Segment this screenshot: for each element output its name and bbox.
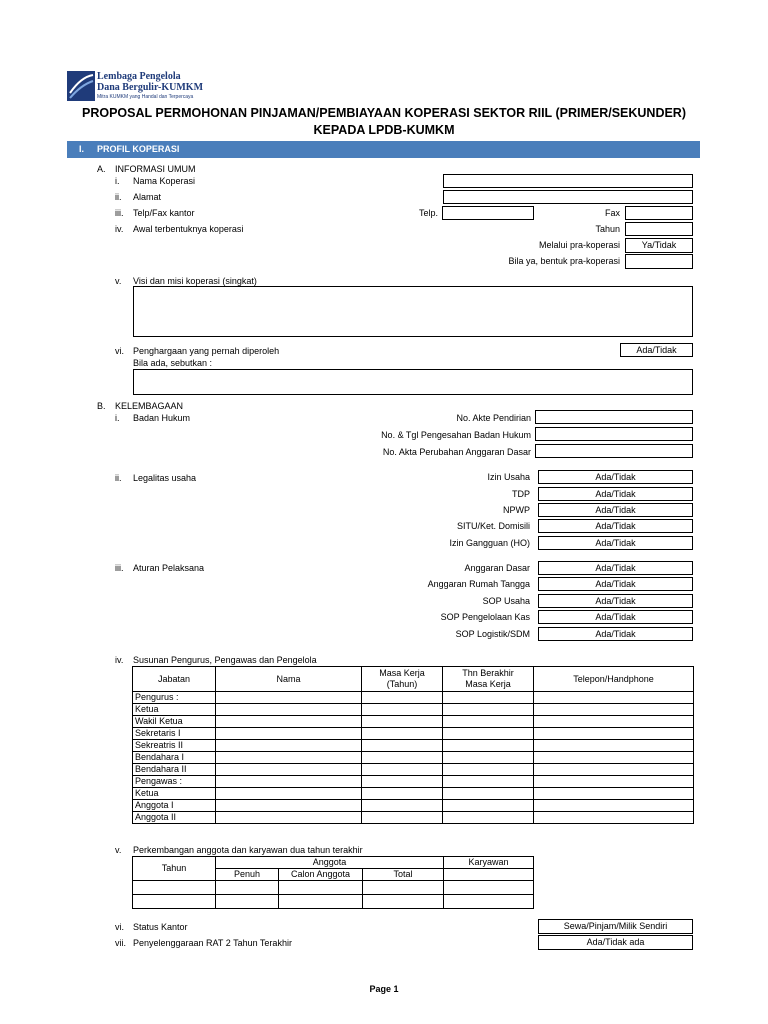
jabatan-cell: Anggota I [133, 800, 216, 812]
section-bar [67, 141, 700, 158]
item-num: i. [115, 413, 120, 423]
penghargaan-select[interactable]: Ada/Tidak [620, 343, 693, 357]
table-cell[interactable] [534, 752, 694, 764]
table-cell[interactable] [216, 895, 279, 909]
pra-koperasi-label: Melalui pra-koperasi [538, 240, 620, 250]
table-cell[interactable] [444, 895, 534, 909]
table-cell[interactable] [362, 728, 443, 740]
item-num: vi. [115, 922, 124, 932]
legalitas-usaha-label: Legalitas usaha [133, 473, 197, 483]
col-anggota: Anggota [216, 857, 444, 869]
table-cell[interactable] [216, 776, 362, 788]
col-masa-kerja-line1: Masa Kerja [379, 668, 425, 678]
akte-pendirian-field[interactable] [535, 410, 693, 424]
col-total: Total [363, 869, 444, 881]
table-cell[interactable] [443, 776, 534, 788]
visi-misi-label: Visi dan misi koperasi (singkat) [133, 276, 257, 286]
table-cell[interactable] [216, 728, 362, 740]
table-cell[interactable] [443, 716, 534, 728]
akta-perubahan-label: No. Akta Perubahan Anggaran Dasar [382, 447, 531, 457]
table-cell[interactable] [362, 716, 443, 728]
item-num: iv. [115, 224, 124, 234]
item-num: v. [115, 845, 122, 855]
table-cell[interactable] [443, 704, 534, 716]
jabatan-cell: Sekreatris II [133, 740, 216, 752]
section-title: PROFIL KOPERASI [97, 144, 180, 154]
visi-misi-field[interactable] [133, 286, 693, 337]
anggaran-dasar-select[interactable]: Ada/Tidak [538, 561, 693, 575]
table-cell[interactable] [534, 716, 694, 728]
jabatan-cell: Bendahara I [133, 752, 216, 764]
table-cell[interactable] [279, 895, 363, 909]
logo-line3: Mitra KUMKM yang Handal dan Terpercaya [97, 94, 194, 100]
jabatan-cell: Sekretaris I [133, 728, 216, 740]
table-cell[interactable] [443, 740, 534, 752]
table-cell[interactable] [362, 812, 443, 824]
logo-line1: Lembaga Pengelola [97, 71, 181, 82]
table-header-row [133, 667, 694, 692]
table-row [133, 704, 694, 716]
table-cell[interactable] [443, 788, 534, 800]
table-row [133, 788, 694, 800]
table-cell[interactable] [363, 881, 444, 895]
pengesahan-label: No. & Tgl Pengesahan Badan Hukum [381, 430, 531, 440]
alamat-field[interactable] [443, 190, 693, 204]
table-cell[interactable] [279, 881, 363, 895]
item-num: i. [115, 176, 120, 186]
table-cell[interactable] [216, 812, 362, 824]
col-thn-berakhir-line1: Thn Berakhir [462, 668, 514, 678]
col-calon-anggota: Calon Anggota [279, 869, 363, 881]
nama-koperasi-label: Nama Koperasi [133, 176, 196, 186]
sop-usaha-label: SOP Usaha [482, 596, 530, 606]
perkembangan-label: Perkembangan anggota dan karyawan dua tahun terakhir [133, 845, 363, 855]
logo-emblem-icon [67, 71, 95, 101]
item-num: iii. [115, 208, 124, 218]
section-a-heading: INFORMASI UMUM [115, 164, 196, 174]
npwp-label: NPWP [503, 505, 530, 515]
table-cell[interactable] [216, 800, 362, 812]
col-telepon: Telepon/Handphone [534, 667, 694, 692]
anggaran-dasar-label: Anggaran Dasar [464, 563, 530, 573]
penghargaan-label: Penghargaan yang pernah diperoleh [133, 346, 280, 356]
section-number: I. [79, 144, 85, 154]
table-cell[interactable] [362, 740, 443, 752]
telp-fax-label: Telp/Fax kantor [133, 208, 195, 218]
aturan-pelaksana-label: Aturan Pelaksana [133, 563, 205, 573]
fax-label: Fax [604, 208, 620, 218]
table-cell[interactable] [534, 776, 694, 788]
table-cell[interactable] [362, 764, 443, 776]
item-num: v. [115, 276, 122, 286]
table-cell[interactable] [216, 788, 362, 800]
jabatan-cell: Ketua [133, 704, 216, 716]
col-karyawan: Karyawan [444, 857, 534, 869]
item-num: vii. [115, 938, 126, 948]
item-num: iii. [115, 563, 124, 573]
section-b-letter: B. [97, 401, 106, 411]
tahun-field[interactable] [625, 222, 693, 236]
table-cell[interactable] [362, 776, 443, 788]
table-cell[interactable] [362, 704, 443, 716]
col-thn-berakhir-line2: Masa Kerja [465, 679, 511, 689]
jabatan-cell: Wakil Ketua [133, 716, 216, 728]
anggaran-rumah-tangga-label: Anggaran Rumah Tangga [427, 579, 530, 589]
table-cell[interactable] [216, 752, 362, 764]
col-nama: Nama [216, 667, 362, 692]
table-row [133, 895, 534, 909]
table-row [133, 752, 694, 764]
sop-kas-label: SOP Pengelolaan Kas [440, 612, 530, 622]
document-title-line2: KEPADA LPDB-KUMKM [313, 123, 455, 137]
table-row [133, 881, 534, 895]
table-cell[interactable] [362, 800, 443, 812]
table-row [133, 800, 694, 812]
izin-gangguan-select[interactable]: Ada/Tidak [538, 536, 693, 550]
col-tahun: Tahun [133, 857, 216, 881]
table-row [133, 776, 694, 788]
document-title-line1: PROPOSAL PERMOHONAN PINJAMAN/PEMBIAYAAN KOPERASI SEKTOR RIIL (PRIMER/SEKUNDER) [81, 106, 687, 120]
page-number: Page 1 [369, 984, 399, 994]
fax-field[interactable] [625, 206, 693, 220]
table-cell[interactable] [534, 812, 694, 824]
nama-koperasi-field[interactable] [443, 174, 693, 188]
izin-usaha-select[interactable]: Ada/Tidak [538, 470, 693, 484]
logo [67, 69, 207, 109]
tdp-select[interactable]: Ada/Tidak [538, 487, 693, 501]
tahun-label: Tahun [595, 224, 620, 234]
telp-label: Telp. [419, 208, 439, 218]
section-b-heading: KELEMBAGAAN [115, 401, 184, 411]
item-num: iv. [115, 655, 124, 665]
table-row [133, 728, 694, 740]
jabatan-cell: Ketua [133, 788, 216, 800]
table-row [133, 740, 694, 752]
akta-perubahan-field[interactable] [535, 444, 693, 458]
table-cell[interactable] [443, 800, 534, 812]
table-cell[interactable] [362, 692, 443, 704]
table-cell[interactable] [534, 728, 694, 740]
item-num: vi. [115, 346, 124, 356]
table-cell[interactable] [534, 800, 694, 812]
col-karyawan-sub [444, 869, 534, 881]
table-cell[interactable] [534, 740, 694, 752]
pengurus-table [132, 666, 694, 824]
table-row [133, 812, 694, 824]
situ-select[interactable]: Ada/Tidak [538, 519, 693, 533]
table-cell[interactable] [363, 895, 444, 909]
izin-gangguan-label: Izin Gangguan (HO) [449, 538, 530, 548]
table-row [133, 764, 694, 776]
table-cell[interactable] [216, 704, 362, 716]
penghargaan-field[interactable] [133, 369, 693, 395]
table-cell[interactable] [443, 812, 534, 824]
izin-usaha-label: Izin Usaha [487, 472, 530, 482]
perkembangan-table [132, 856, 534, 909]
table-cell[interactable] [443, 752, 534, 764]
rat-select[interactable]: Ada/Tidak ada [538, 935, 693, 950]
table-cell[interactable] [444, 881, 534, 895]
alamat-label: Alamat [133, 192, 162, 202]
sop-logistik-label: SOP Logistik/SDM [455, 629, 530, 639]
jabatan-cell: Anggota II [133, 812, 216, 824]
tdp-label: TDP [512, 489, 530, 499]
col-jabatan: Jabatan [133, 667, 216, 692]
situ-label: SITU/Ket. Domisili [456, 521, 530, 531]
jabatan-cell: Bendahara II [133, 764, 216, 776]
table-cell[interactable] [534, 704, 694, 716]
item-num: ii. [115, 473, 122, 483]
section-a-letter: A. [97, 164, 106, 174]
table-cell[interactable] [216, 881, 279, 895]
pra-koperasi-select[interactable]: Ya/Tidak [625, 238, 693, 253]
rat-label: Penyelenggaraan RAT 2 Tahun Terakhir [133, 938, 292, 948]
table-cell[interactable] [443, 692, 534, 704]
col-penuh: Penuh [216, 869, 279, 881]
telp-field[interactable] [442, 206, 534, 220]
table-row [133, 692, 694, 704]
bentuk-pra-koperasi-label: Bila ya, bentuk pra-koperasi [508, 256, 620, 266]
table-cell[interactable] [133, 895, 216, 909]
jabatan-cell: Pengawas : [133, 776, 216, 788]
pengesahan-field[interactable] [535, 427, 693, 441]
table-cell[interactable] [534, 788, 694, 800]
status-kantor-select[interactable]: Sewa/Pinjam/Milik Sendiri [538, 919, 693, 934]
col-masa-kerja-line2: (Tahun) [386, 679, 418, 689]
pengurus-rows [133, 692, 694, 824]
badan-hukum-label: Badan Hukum [133, 413, 191, 423]
awal-terbentuk-label: Awal terbentuknya koperasi [133, 224, 244, 234]
table-cell[interactable] [443, 728, 534, 740]
table-cell[interactable] [362, 752, 443, 764]
table-cell[interactable] [216, 764, 362, 776]
penghargaan-sub-label: Bila ada, sebutkan : [133, 358, 213, 368]
anggaran-rumah-tangga-select[interactable]: Ada/Tidak [538, 577, 693, 591]
table-cell[interactable] [133, 881, 216, 895]
table-cell[interactable] [216, 716, 362, 728]
bentuk-pra-koperasi-field[interactable] [625, 254, 693, 269]
table-cell[interactable] [534, 692, 694, 704]
sop-kas-select[interactable]: Ada/Tidak [538, 610, 693, 624]
status-kantor-label: Status Kantor [133, 922, 188, 932]
sop-usaha-select[interactable]: Ada/Tidak [538, 594, 693, 608]
item-num: ii. [115, 192, 122, 202]
jabatan-cell: Pengurus : [133, 692, 216, 704]
sop-logistik-select[interactable]: Ada/Tidak [538, 627, 693, 641]
akte-pendirian-label: No. Akte Pendirian [456, 413, 531, 423]
table-cell[interactable] [216, 740, 362, 752]
col-masa-kerja [362, 667, 443, 692]
table-cell[interactable] [534, 764, 694, 776]
table-header-row [133, 857, 534, 869]
table-cell[interactable] [362, 788, 443, 800]
table-cell[interactable] [216, 692, 362, 704]
logo-line2: Dana Bergulir-KUMKM [97, 82, 204, 93]
col-thn-berakhir [443, 667, 534, 692]
npwp-select[interactable]: Ada/Tidak [538, 503, 693, 517]
table-row [133, 716, 694, 728]
table-cell[interactable] [443, 764, 534, 776]
susunan-label: Susunan Pengurus, Pengawas dan Pengelola [133, 655, 317, 665]
